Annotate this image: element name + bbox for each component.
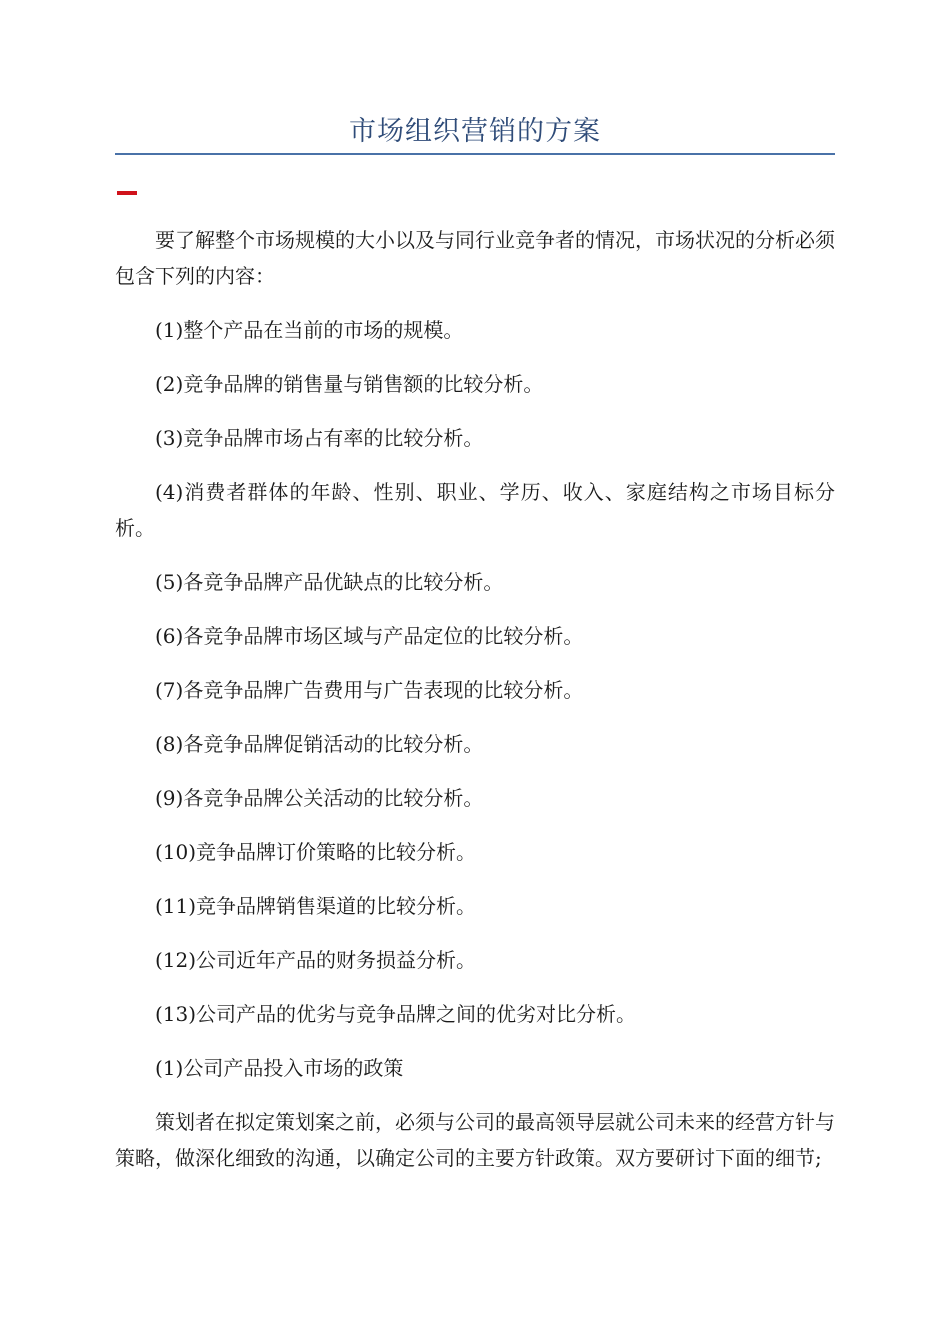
list-item: (13)公司产品的优劣与竞争品牌之间的优劣对比分析。 [155,1002,637,1026]
list-item: (10)竞争品牌订价策略的比较分析。 [155,840,477,864]
red-dash-mark [117,191,137,195]
paragraph-intro: 要了解整个市场规模的大小以及与同行业竞争者的情况，市场状况的分析必须包含下列的内容： [115,228,835,288]
list-item: (8)各竞争品牌促销活动的比较分析。 [155,732,484,756]
list-item: (2)竞争品牌的销售量与销售额的比较分析。 [155,372,544,396]
title-divider [115,153,835,155]
list-item: (1)整个产品在当前的市场的规模。 [155,318,464,342]
list-item: (12)公司近年产品的财务损益分析。 [155,948,477,972]
list-item: (3)竞争品牌市场占有率的比较分析。 [155,426,484,450]
list-item: (7)各竞争品牌广告费用与广告表现的比较分析。 [155,678,584,702]
list-item: (4)消费者群体的年龄、性别、职业、学历、收入、家庭结构之市场目标分析。 [115,480,835,540]
document-body [115,222,835,1194]
section-item: (1)公司产品投入市场的政策 [155,1056,404,1080]
document-title: 市场组织营销的方案 [349,116,601,147]
list-item: (6)各竞争品牌市场区域与产品定位的比较分析。 [155,624,584,648]
list-item: (9)各竞争品牌公关活动的比较分析。 [155,786,484,810]
paragraph-body: 策划者在拟定策划案之前，必须与公司的最高领导层就公司未来的经营方针与策略，做深化细致的沟通，以确定公司的主要方针政策。双方要研讨下面的细节; [115,1110,835,1170]
list-item: (11)竞争品牌销售渠道的比较分析。 [155,894,477,918]
list-item: (5)各竞争品牌产品优缺点的比较分析。 [155,570,504,594]
